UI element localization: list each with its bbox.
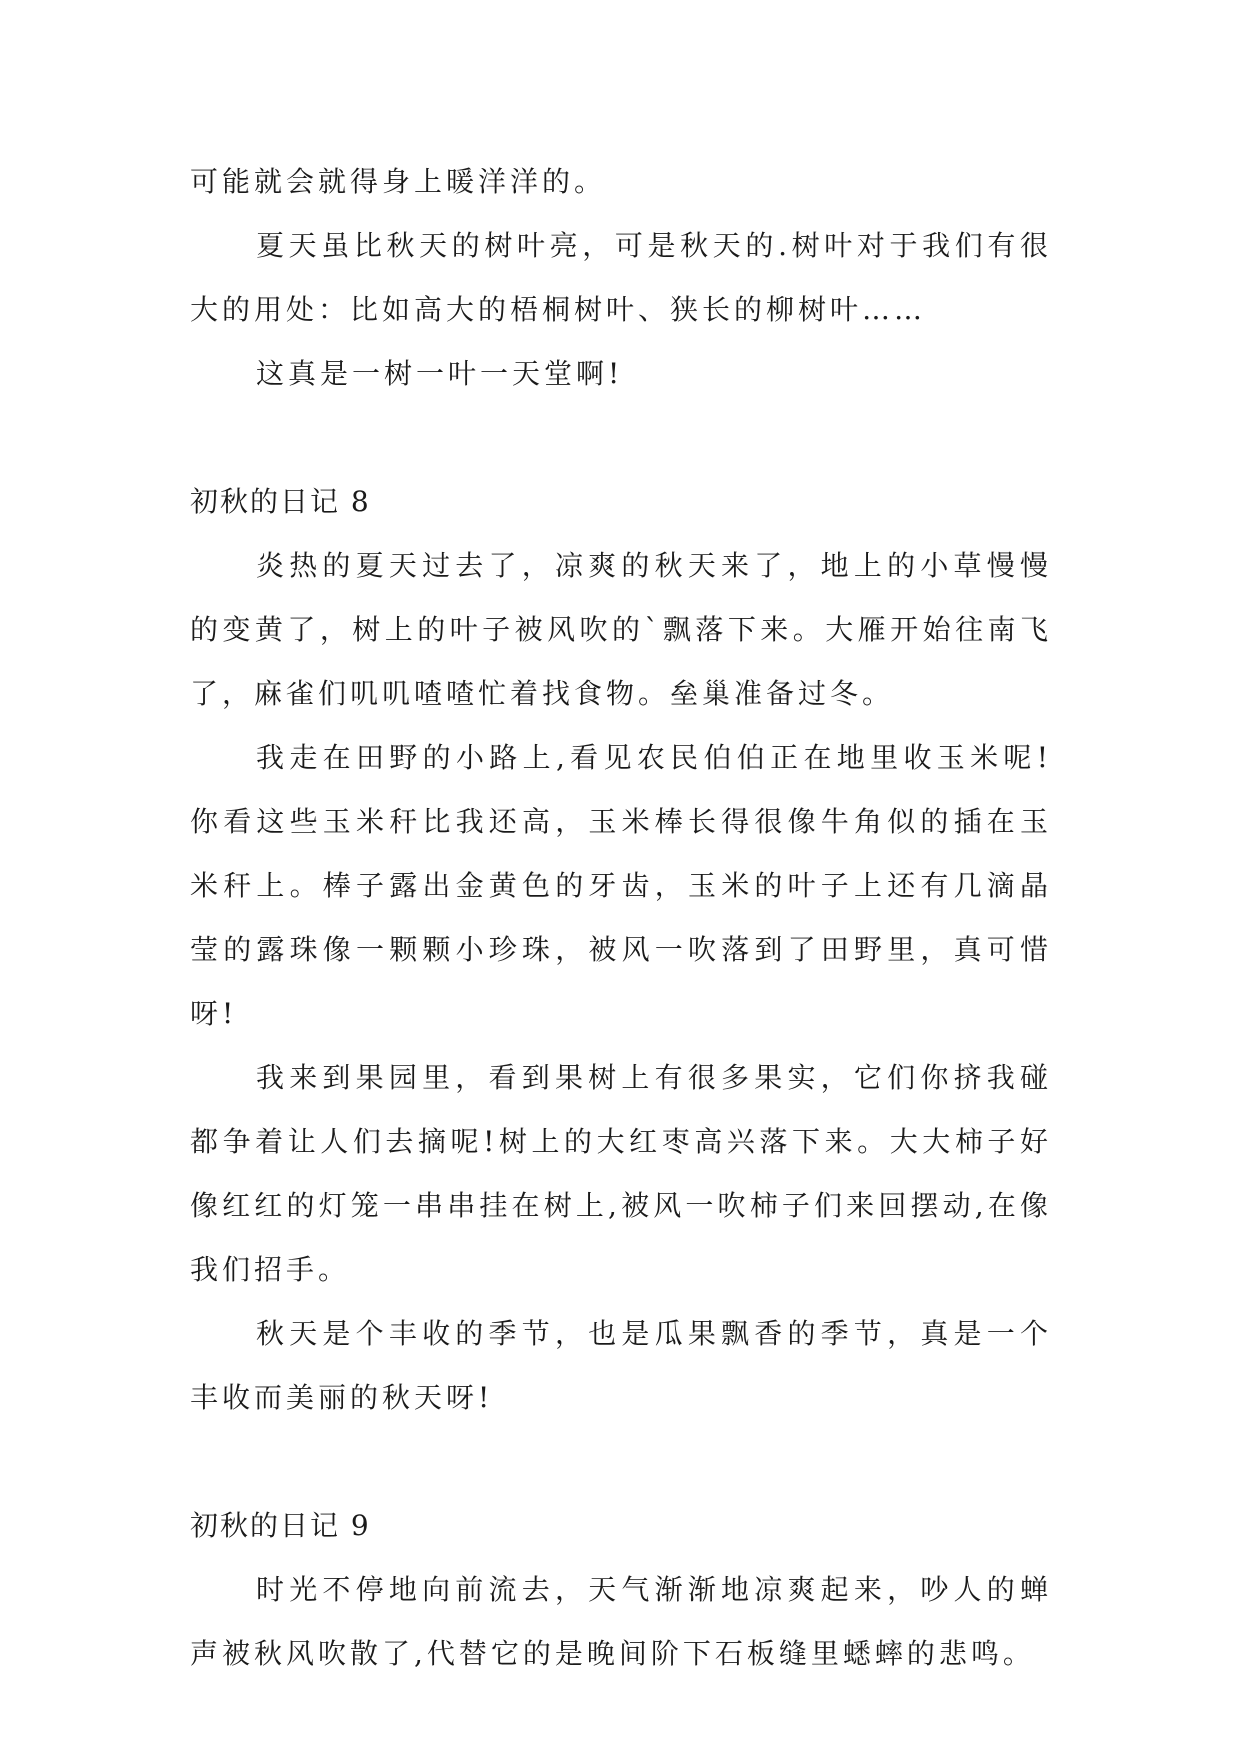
paragraph: 夏天虽比秋天的树叶亮，可是秋天的.树叶对于我们有很大的用处：比如高大的梧桐树叶、狭长的柳树叶…… bbox=[190, 229, 1052, 326]
section-heading: 初秋的日记 8 bbox=[190, 485, 371, 518]
paragraph: 我来到果园里，看到果树上有很多果实，它们你挤我碰都争着让人们去摘呢!树上的大红枣高兴落下来。大大柿子好像红红的灯笼一串串挂在树上,被风一吹柿子们来回摆动,在像我们招手。 bbox=[190, 1061, 1052, 1286]
paragraph: 秋天是个丰收的季节，也是瓜果飘香的季节，真是一个丰收而美丽的秋天呀! bbox=[190, 1317, 1052, 1414]
document-body bbox=[190, 150, 1052, 1686]
paragraph: 炎热的夏天过去了，凉爽的秋天来了，地上的小草慢慢的变黄了，树上的叶子被风吹的`飘落下来。大雁开始往南飞了，麻雀们叽叽喳喳忙着找食物。垒巢准备过冬。 bbox=[190, 549, 1052, 710]
paragraph: 这真是一树一叶一天堂啊! bbox=[256, 357, 624, 390]
paragraph: 时光不停地向前流去，天气渐渐地凉爽起来，吵人的蝉声被秋风吹散了,代替它的是晚间阶下石板缝里蟋蟀的悲鸣。 bbox=[190, 1573, 1052, 1670]
paragraph: 可能就会就得身上暖洋洋的。 bbox=[190, 165, 607, 198]
section-heading: 初秋的日记 9 bbox=[190, 1509, 371, 1542]
section-spacer bbox=[190, 1430, 1052, 1494]
section-spacer bbox=[190, 406, 1052, 470]
paragraph: 我走在田野的小路上,看见农民伯伯正在地里收玉米呢!你看这些玉米秆比我还高，玉米棒长得很像牛角似的插在玉米秆上。棒子露出金黄色的牙齿，玉米的叶子上还有几滴晶莹的露珠像一颗颗小珍珠，被风一吹落到了田野里，真可惜呀! bbox=[190, 741, 1052, 1030]
